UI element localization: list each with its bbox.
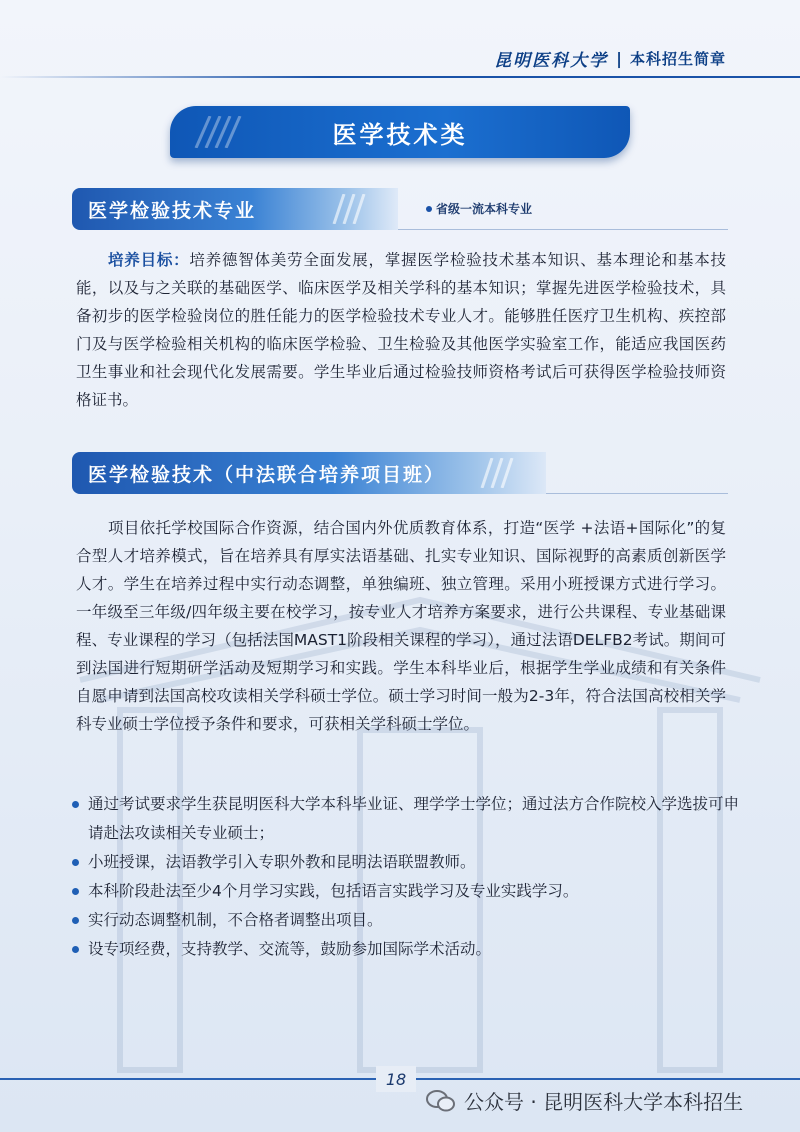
- section-heading-sino-french: [72, 452, 546, 494]
- heading-stripes-icon: [330, 194, 370, 224]
- section-rule: [398, 229, 728, 230]
- wechat-icon: [426, 1089, 456, 1113]
- bullet-icon: [72, 859, 79, 866]
- category-title: 医学技术类: [332, 120, 468, 149]
- list-item-text: 设专项经费，支持教学、交流等，鼓励参加国际学术活动。: [88, 940, 492, 958]
- header-rule: [0, 76, 800, 78]
- watermark-text: 公众号 · 昆明医科大学本科招生: [464, 1090, 744, 1114]
- section-rule: [546, 493, 728, 494]
- badge-dot-icon: [426, 206, 432, 212]
- section-heading-text: 医学检验技术专业: [88, 199, 257, 222]
- list-item-text: 小班授课，法语教学引入专职外教和昆明法语联盟教师。: [88, 853, 476, 871]
- page-header: [494, 46, 726, 71]
- guide-title: 本科招生简章: [629, 50, 726, 68]
- list-item: [70, 935, 740, 964]
- bullet-icon: [72, 946, 79, 953]
- list-item-text: 通过考试要求学生获昆明医科大学本科毕业证、理学学士学位；通过法方合作院校入学选拔可申请赴法攻读相关专业硕士；: [88, 795, 740, 842]
- list-item-text: 本科阶段赴法至少4个月学习实践，包括语言实践学习及专业实践学习。: [88, 882, 579, 900]
- list-item: [70, 848, 740, 877]
- training-goal-paragraph: [76, 246, 726, 414]
- first-class-major-badge: [426, 200, 532, 217]
- list-item-text: 实行动态调整机制，不合格者调整出项目。: [88, 911, 383, 929]
- wechat-watermark: [426, 1086, 743, 1115]
- header-separator: |: [616, 49, 622, 68]
- program-features-list: [70, 790, 740, 964]
- bullet-icon: [72, 801, 79, 808]
- training-goal-text: 培养德智体美劳全面发展，掌握医学检验技术基本知识、基本理论和基本技能，以及与之关联的基础医学、临床医学及相关学科的基本知识；掌握先进医学检验技术，具备初步的医学检验岗位的胜任能力的医学检验技术专业人才。能够胜任医疗卫生机构、疾控部门及与医学检验相关机构的临床医学检验、卫生检验及其他医学实验室工作，能适应我国医药卫生事业和社会现代化发展需要。学生毕业后通过检验技师资格考试后可获得医学检验技师资格证书。: [76, 251, 726, 409]
- section-heading-text: 医学检验技术（中法联合培养项目班）: [88, 463, 446, 486]
- bullet-icon: [72, 917, 79, 924]
- program-description-paragraph: 项目依托学校国际合作资源，结合国内外优质教育体系，打造“医学 +法语+国际化”的复合型人才培养模式，旨在培养具有厚实法语基础、扎实专业知识、国际视野的高素质创新医学人才。学生在培养过程中实行动态调整，单独编班、独立管理。采用小班授课方式进行学习。一年级至三年级/四年级主要在校学习，按专业人才培养方案要求，进行公共课程、专业基础课程、专业课程的学习（包括法国MAST1阶段相关课程的学习），通过法语DELFB2考试。期间可到法国进行短期研学活动及短期学习和实践。学生本科毕业后，根据学生学业成绩和有关条件自愿申请到法国高校攻读相关学科硕士学位。硕士学习时间一般为2-3年，符合法国高校相关学科专业硕士学位授予条件和要求，可获相关学科硕士学位。: [76, 519, 726, 733]
- school-name: 昆明医科大学: [494, 51, 609, 71]
- list-item: [70, 877, 740, 906]
- category-banner: [170, 106, 630, 158]
- heading-stripes-icon: [478, 458, 518, 488]
- training-goal-label: 培养目标：: [108, 251, 190, 269]
- section-heading-lab-tech: [72, 188, 398, 230]
- page-number: 18: [376, 1066, 416, 1092]
- badge-text: 省级一流本科专业: [436, 202, 533, 216]
- list-item: [70, 790, 740, 848]
- list-item: [70, 906, 740, 935]
- bullet-icon: [72, 888, 79, 895]
